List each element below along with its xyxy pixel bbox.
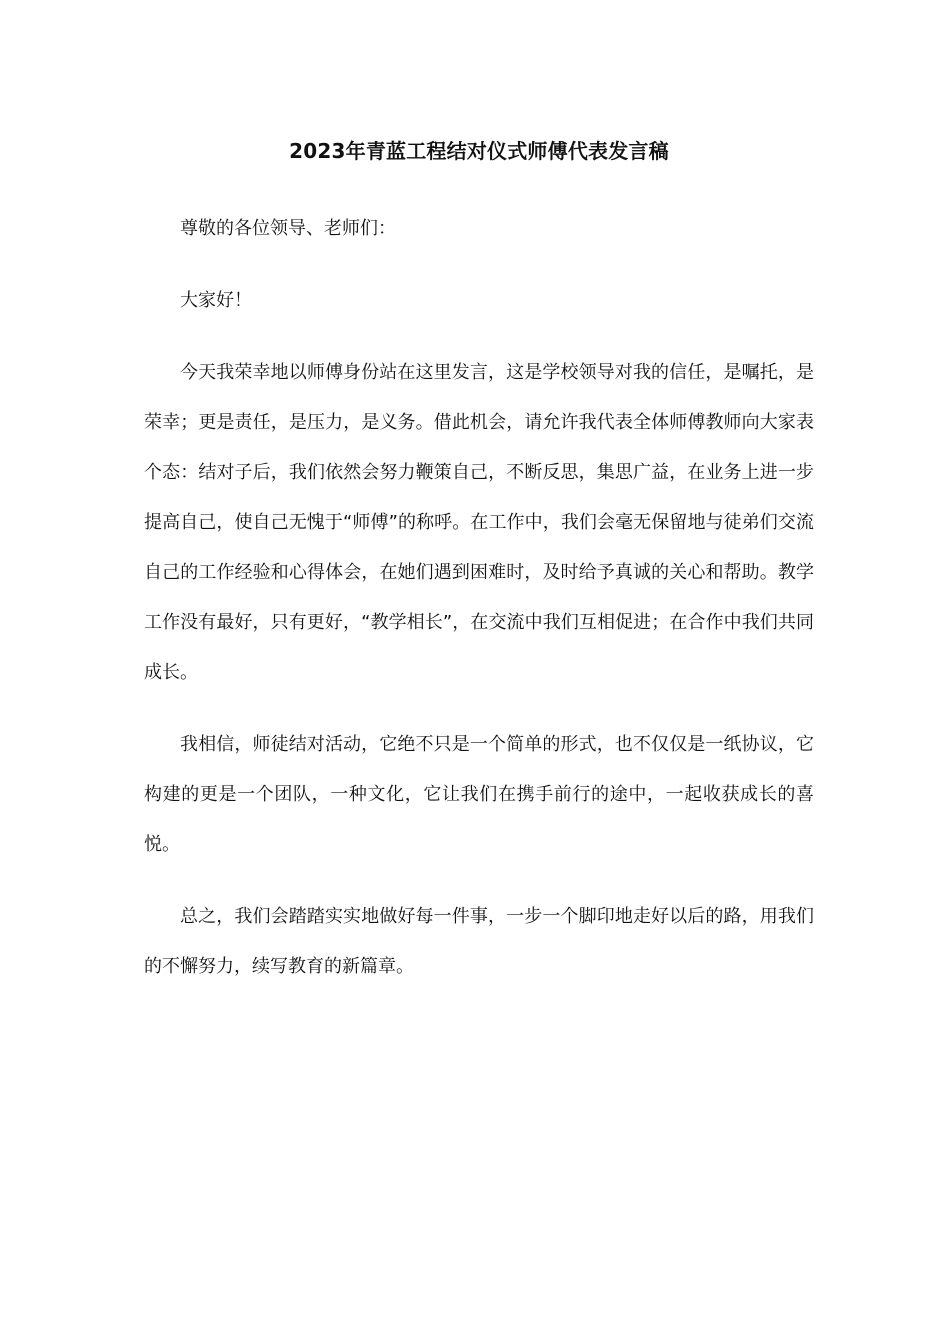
paragraph-1: 今天我荣幸地以师傅身份站在这里发言，这是学校领导对我的信任，是嘱托，是荣幸；更是责任，是压力，是义务。借此机会，请允许我代表全体师傅教师向大家表个态：结对子后，我们依然会努力鞭策自己，不断反思，集思广益，在业务上进一步提高自己，使自己无愧于“师傅”的称呼。在工作中，我们会毫无保留地与徒弟们交流自己的工作经验和心得体会，在她们遇到困难时，及时给予真诚的关心和帮助。教学工作没有最好，只有更好，“教学相长”，在交流中我们互相促进；在合作中我们共同成长。 [144,362,814,683]
greeting: 大家好！ [180,290,252,311]
paragraph-2: 我相信，师徒结对活动，它绝不只是一个简单的形式，也不仅仅是一纸协议，它构建的更是一个团队，一种文化，它让我们在携手前行的途中，一起收获成长的喜悦。 [144,734,814,855]
paragraph-3: 总之，我们会踏踏实实地做好每一件事，一步一个脚印地走好以后的路，用我们的不懈努力，续写教育的新篇章。 [144,906,814,977]
document-title: 2023年青蓝工程结对仪式师傅代表发言稿 [289,139,669,163]
document-body [144,133,814,992]
salutation: 尊敬的各位领导、老师们： [180,218,396,239]
